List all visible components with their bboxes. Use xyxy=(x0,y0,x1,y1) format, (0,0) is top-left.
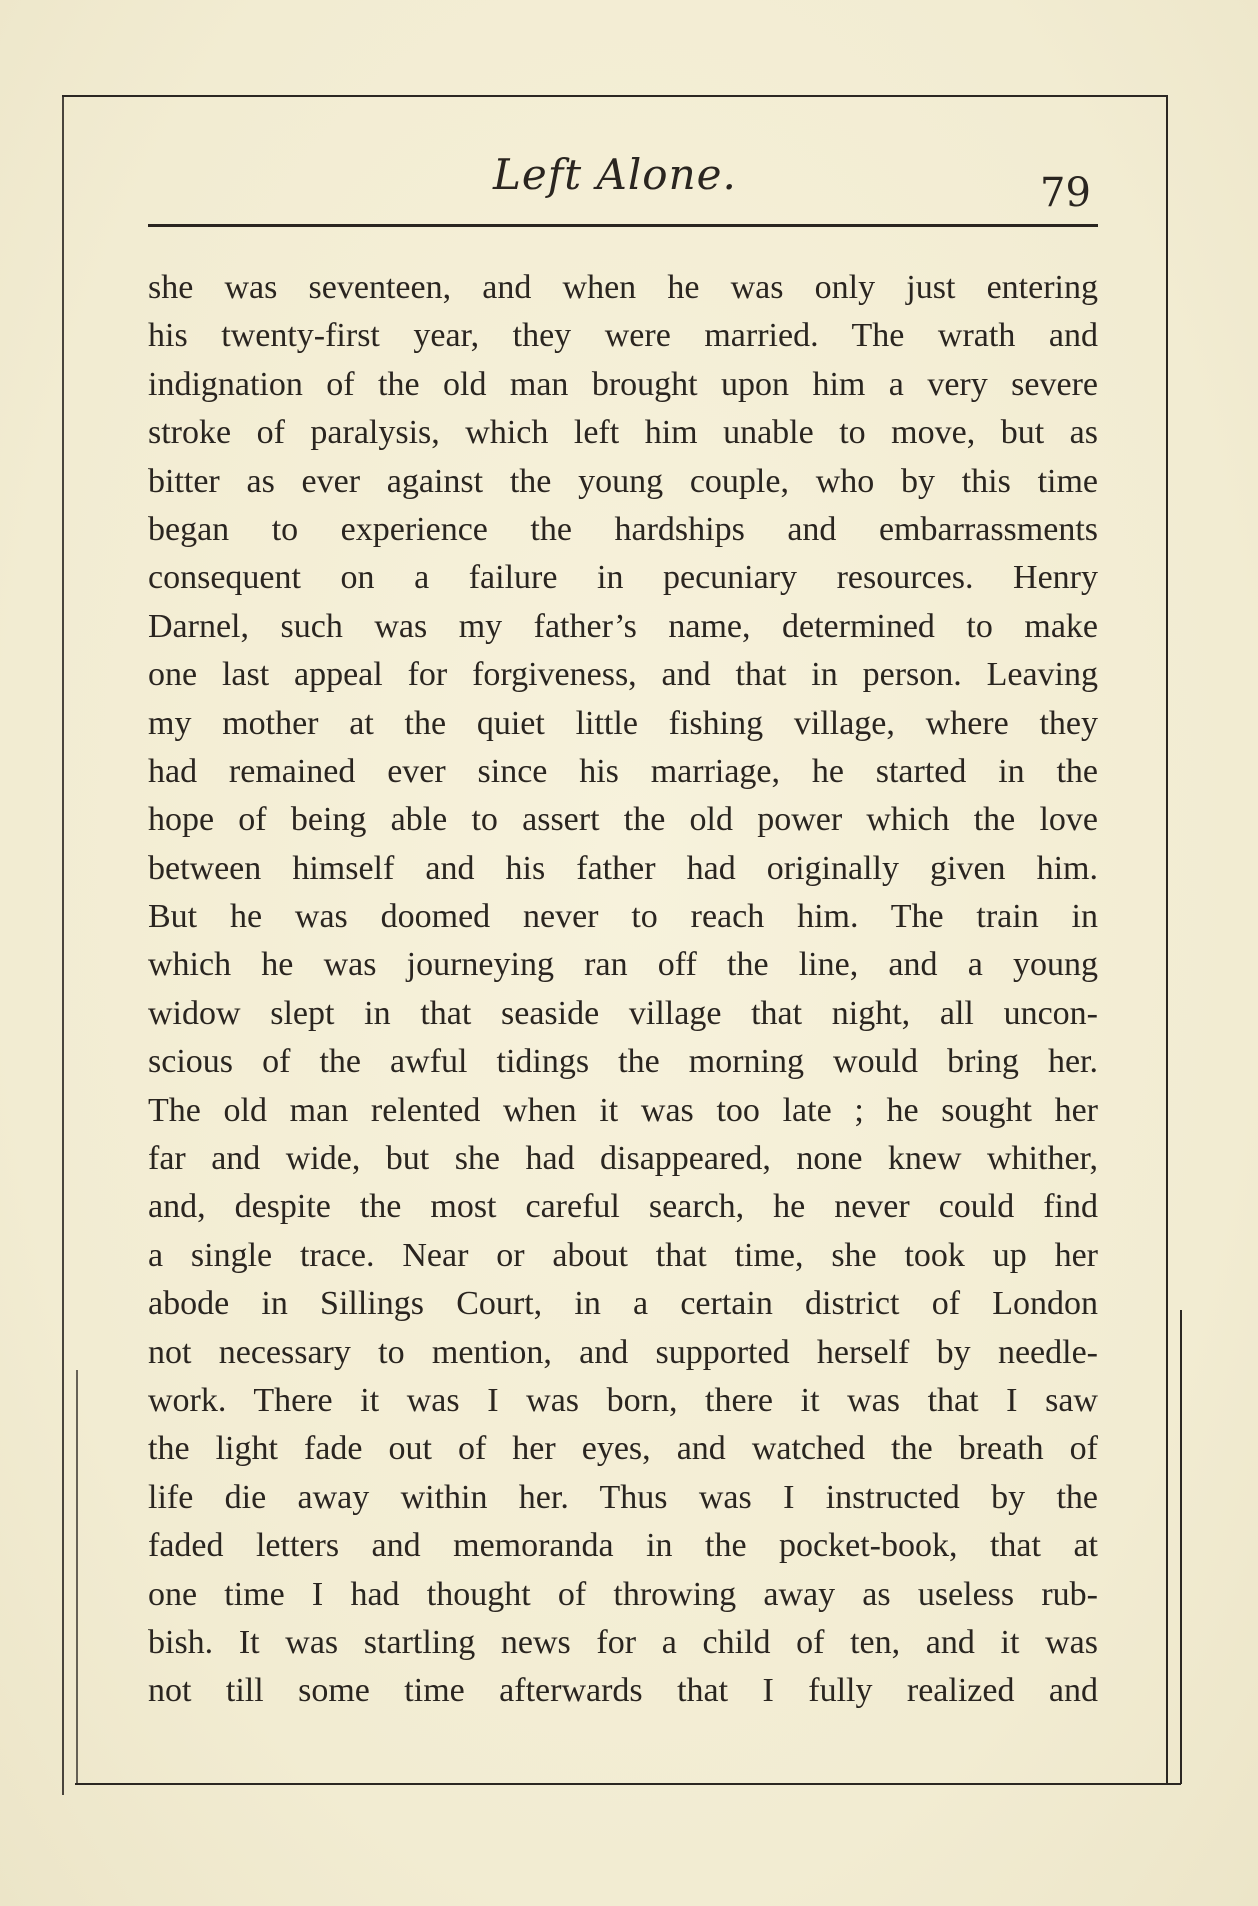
page-number: 79 xyxy=(1040,170,1091,216)
page-frame-bottom-line xyxy=(75,1783,1181,1785)
text-line: But he was doomed never to reach him. The train in xyxy=(148,898,1098,936)
text-line: scious of the awful tidings the morning would bring her. xyxy=(148,1043,1098,1081)
text-line: Darnel, such was my father’s name, determined to make xyxy=(148,607,1098,645)
text-line: The old man relented when it was too late ; he sought her xyxy=(148,1091,1098,1129)
text-line: she was seventeen, and when he was only just entering xyxy=(148,269,1098,306)
text-line: hope of being able to assert the old power which the love xyxy=(148,801,1098,839)
body-text xyxy=(148,264,1098,1716)
text-line: which he was journeying ran off the line, and a young xyxy=(148,946,1098,984)
text-line: one last appeal for forgiveness, and that in person. Leaving xyxy=(148,656,1098,694)
text-line: consequent on a failure in pecuniary resources. Henry xyxy=(148,559,1098,597)
text-line: began to experience the hardships and embarrassments xyxy=(148,510,1098,548)
text-line: indignation of the old man brought upon him a very severe xyxy=(148,365,1098,403)
page-frame-left-lower-line xyxy=(76,1370,78,1785)
page-frame-right-line xyxy=(1166,95,1168,1785)
text-line: work. There it was I was born, there it was that I saw xyxy=(148,1381,1098,1419)
text-line: the light fade out of her eyes, and watched the breath of xyxy=(148,1430,1098,1468)
text-line: my mother at the quiet little fishing village, where they xyxy=(148,704,1098,742)
page-frame-top-line xyxy=(62,95,1168,97)
page-frame-left-line xyxy=(62,95,64,1795)
text-line: life die away within her. Thus was I instructed by the xyxy=(148,1478,1098,1516)
text-line: one time I had thought of throwing away as useless rub- xyxy=(148,1575,1098,1613)
header-rule xyxy=(148,224,1098,227)
text-line: faded letters and memoranda in the pocket-book, that at xyxy=(148,1527,1098,1565)
text-line: abode in Sillings Court, in a certain district of London xyxy=(148,1285,1098,1323)
text-line: between himself and his father had originally given him. xyxy=(148,849,1098,887)
text-line: and, despite the most careful search, he never could find xyxy=(148,1188,1098,1226)
text-line: not till some time afterwards that I fully realized and xyxy=(148,1672,1098,1710)
text-line: bitter as ever against the young couple, who by this time xyxy=(148,462,1098,500)
text-line: not necessary to mention, and supported herself by needle- xyxy=(148,1333,1098,1371)
text-line: bish. It was startling news for a child of ten, and it was xyxy=(148,1623,1098,1661)
running-head: Left Alone. xyxy=(493,150,737,199)
page-frame-right-lower-line xyxy=(1180,1310,1182,1784)
text-line: stroke of paralysis, which left him unable to move, but as xyxy=(148,414,1098,452)
text-line: far and wide, but she had disappeared, none knew whither, xyxy=(148,1140,1098,1178)
text-line: his twenty-first year, they were married. The wrath and xyxy=(148,317,1098,355)
text-line: widow slept in that seaside village that night, all uncon- xyxy=(148,994,1098,1032)
text-line: had remained ever since his marriage, he started in the xyxy=(148,752,1098,790)
text-line: a single trace. Near or about that time, she took up her xyxy=(148,1236,1098,1274)
